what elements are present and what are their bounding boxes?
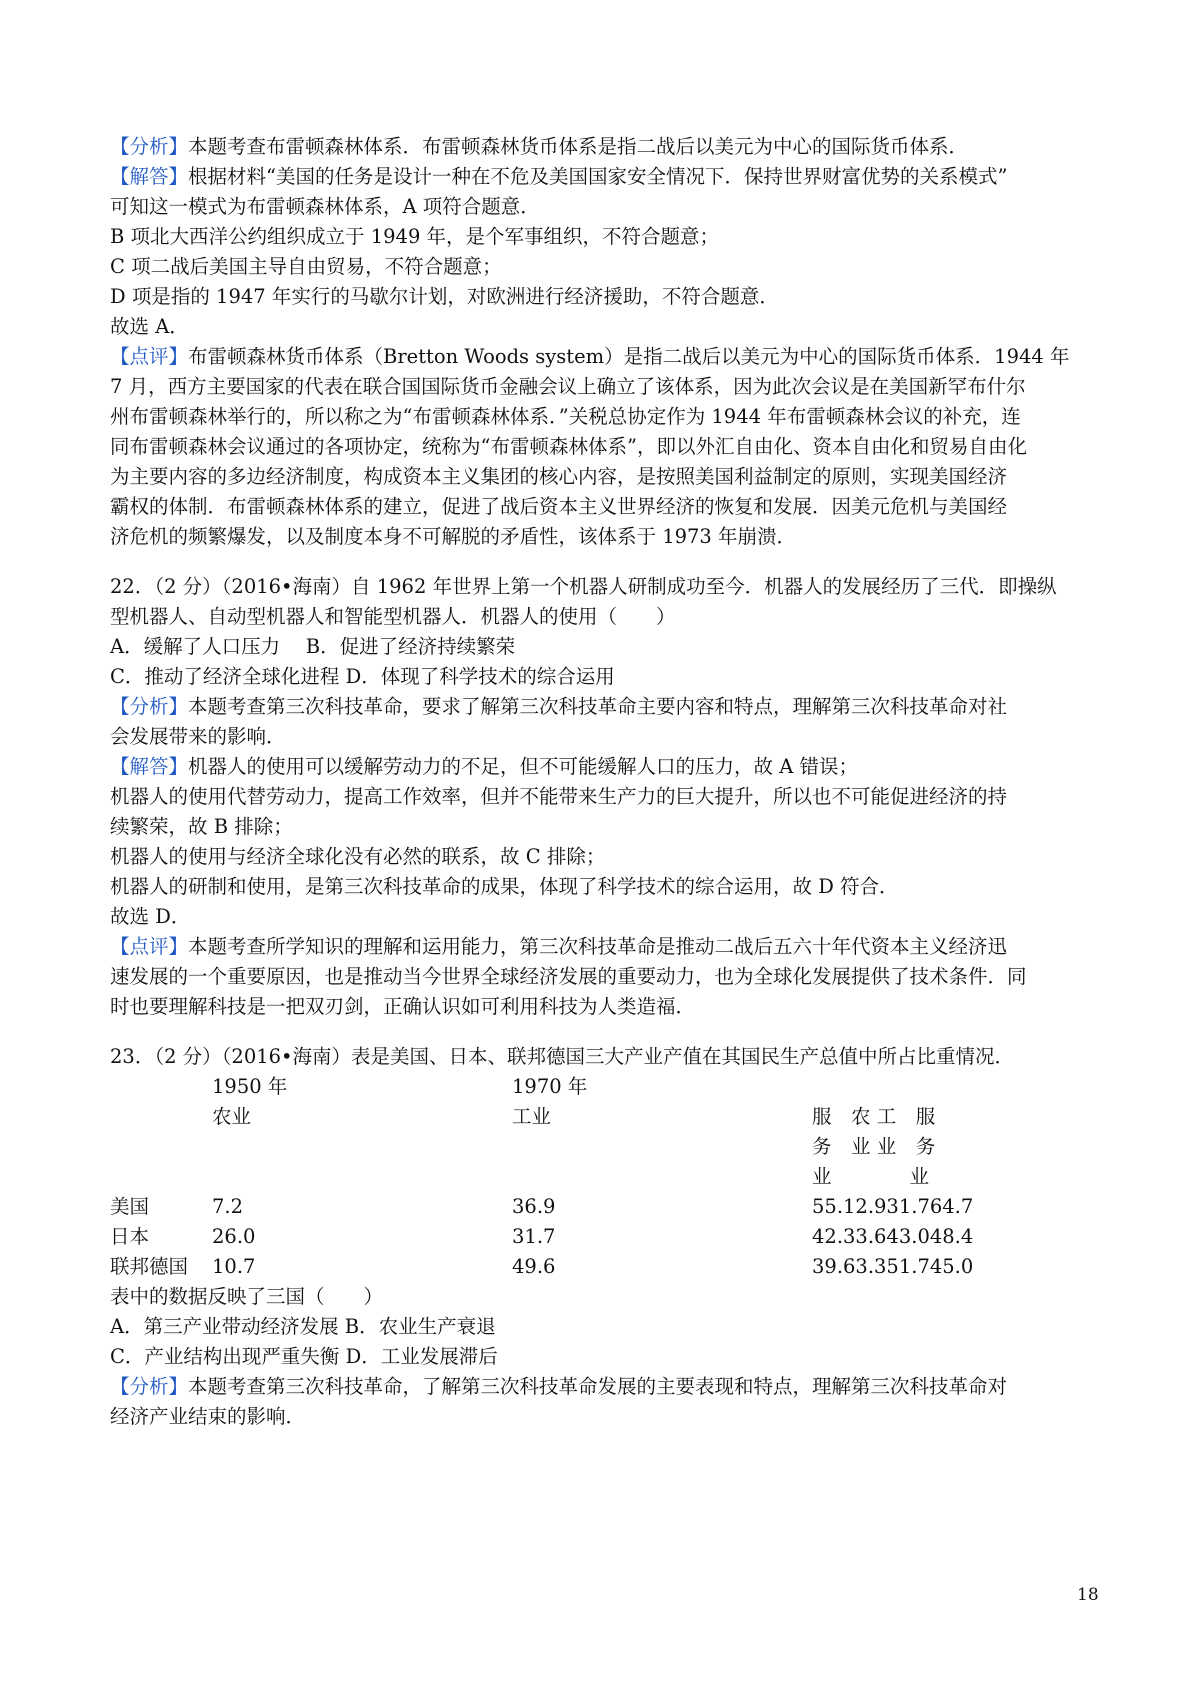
text-line: 故选 A． — [110, 315, 189, 338]
text-line: 机器人的使用与经济全球化没有必然的联系，故 C 排除； — [110, 845, 606, 868]
text-line: 速发展的一个重要原因，也是推动当今世界全球经济发展的重要动力，也为全球化发展提供了技术条件．同 — [110, 965, 1027, 988]
table-cell: 49.6 — [512, 1255, 556, 1278]
table-cell: 31.7 — [512, 1225, 556, 1248]
text-line: 续繁荣，故 B 排除； — [110, 815, 293, 838]
question-options: C．推动了经济全球化进程 D．体现了科学技术的综合运用 — [110, 665, 615, 688]
table-header-right: 务 业 业 务 — [812, 1135, 936, 1158]
table-cell: 26.0 — [212, 1225, 256, 1248]
analysis-text: 本题考查第三次科技革命，了解第三次科技革命发展的主要表现和特点，理解第三次科技革命对 — [188, 1375, 1008, 1398]
text-line: 济危机的频繁爆发，以及制度本身不可解脱的矛盾性，该体系于 1973 年崩溃． — [110, 525, 797, 548]
table-country: 联邦德国 — [110, 1255, 189, 1278]
table-cell: 7.2 — [212, 1195, 244, 1218]
question-stem: 22．（2 分）（2016•海南）自 1962 年世界上第一个机器人研制成功至今．机器人的发展经历了三代．即操纵 — [110, 575, 1057, 598]
question-prompt: 表中的数据反映了三国（ ） — [110, 1285, 384, 1308]
table-year-1950: 1950 年 — [212, 1075, 288, 1098]
analysis-line — [110, 692, 1095, 722]
answer-line — [110, 752, 1095, 782]
text-line: C 项二战后美国主导自由贸易，不符合题意； — [110, 255, 502, 278]
text-line: 7 月，西方主要国家的代表在联合国国际货币金融会议上确立了该体系，因为此次会议是在美国新罕布什尔 — [110, 375, 1026, 398]
question-options: C．产业结构出现严重失衡 D．工业发展滞后 — [110, 1345, 498, 1368]
table-header-industry: 工业 — [512, 1105, 552, 1128]
table-cell: 36.9 — [512, 1195, 556, 1218]
comment-tag: 【点评】 — [110, 935, 189, 958]
question-options: A．缓解了人口压力 B．促进了经济持续繁荣 — [110, 635, 516, 658]
table-year-1970: 1970 年 — [512, 1075, 588, 1098]
table-cell: 10.7 — [212, 1255, 256, 1278]
analysis-text: 本题考查布雷顿森林体系．布雷顿森林货币体系是指二战后以美元为中心的国际货币体系． — [188, 135, 969, 158]
comment-line — [110, 342, 1095, 372]
comment-text: 本题考查所学知识的理解和运用能力，第三次科技革命是推动二战后五六十年代资本主义经济迅 — [188, 935, 1008, 958]
text-line: B 项北大西洋公约组织成立于 1949 年，是个军事组织，不符合题意； — [110, 225, 720, 248]
analysis-text: 本题考查第三次科技革命，要求了解第三次科技革命主要内容和特点，理解第三次科技革命对社 — [188, 695, 1008, 718]
question-stem: 型机器人、自动型机器人和智能型机器人．机器人的使用（ ） — [110, 605, 676, 628]
table-header-right: 服 农 工 服 — [812, 1105, 936, 1128]
analysis-tag: 【分析】 — [110, 695, 189, 718]
page-number: 18 — [1077, 1585, 1099, 1605]
table-header-right: 业 业 — [812, 1165, 930, 1188]
answer-text: 根据材料“美国的任务是设计一种在不危及美国国家安全情况下．保持世界财富优势的关系模式” — [188, 165, 1008, 188]
text-line: 会发展带来的影响． — [110, 725, 286, 748]
analysis-line — [110, 132, 1095, 162]
question-options: A．第三产业带动经济发展 B．农业生产衰退 — [110, 1315, 496, 1338]
analysis-tag: 【分析】 — [110, 135, 189, 158]
analysis-line — [110, 1372, 1095, 1402]
comment-text: 布雷顿森林货币体系（Bretton Woods system）是指二战后以美元为中心的国际货币体系．1944 年 — [188, 345, 1070, 368]
comment-tag: 【点评】 — [110, 345, 189, 368]
answer-line — [110, 162, 1095, 192]
table-country: 美国 — [110, 1195, 150, 1218]
answer-tag: 【解答】 — [110, 755, 189, 778]
answer-tag: 【解答】 — [110, 165, 189, 188]
table-country: 日本 — [110, 1225, 150, 1248]
text-line: 州布雷顿森林举行的，所以称之为“布雷顿森林体系．”关税总协定作为 1944 年布雷顿森林会议的补充，连 — [110, 405, 1021, 428]
text-line: D 项是指的 1947 年实行的马歇尔计划，对欧洲进行经济援助，不符合题意． — [110, 285, 779, 308]
text-line: 可知这一模式为布雷顿森林体系，A 项符合题意． — [110, 195, 540, 218]
text-line: 机器人的使用代替劳动力，提高工作效率，但并不能带来生产力的巨大提升，所以也不可能促进经济的持 — [110, 785, 1008, 808]
answer-text: 机器人的使用可以缓解劳动力的不足，但不可能缓解人口的压力，故 A 错误； — [188, 755, 858, 778]
table-cell: 39.63.351.745.0 — [812, 1255, 974, 1278]
table-cell: 42.33.643.048.4 — [812, 1225, 974, 1248]
analysis-tag: 【分析】 — [110, 1375, 189, 1398]
text-line: 为主要内容的多边经济制度，构成资本主义集团的核心内容，是按照美国利益制定的原则，实现美国经济 — [110, 465, 1008, 488]
comment-line — [110, 932, 1095, 962]
text-line: 霸权的体制．布雷顿森林体系的建立，促进了战后资本主义世界经济的恢复和发展．因美元危机与美国经 — [110, 495, 1008, 518]
text-line: 时也要理解科技是一把双刃剑，正确认识如可利用科技为人类造福． — [110, 995, 696, 1018]
text-line: 机器人的研制和使用，是第三次科技革命的成果，体现了科学技术的综合运用，故 D 符合． — [110, 875, 899, 898]
table-header-agriculture: 农业 — [212, 1105, 252, 1128]
text-line: 同布雷顿森林会议通过的各项协定，统称为“布雷顿森林体系”，即以外汇自由化、资本自由化和贸易自由化 — [110, 435, 1027, 458]
text-line: 故选 D． — [110, 905, 191, 928]
text-line: 经济产业结束的影响． — [110, 1405, 306, 1428]
question-stem: 23．（2 分）（2016•海南）表是美国、日本、联邦德国三大产业产值在其国民生产总值中所占比重情况． — [110, 1045, 1015, 1068]
table-cell: 55.12.931.764.7 — [812, 1195, 974, 1218]
